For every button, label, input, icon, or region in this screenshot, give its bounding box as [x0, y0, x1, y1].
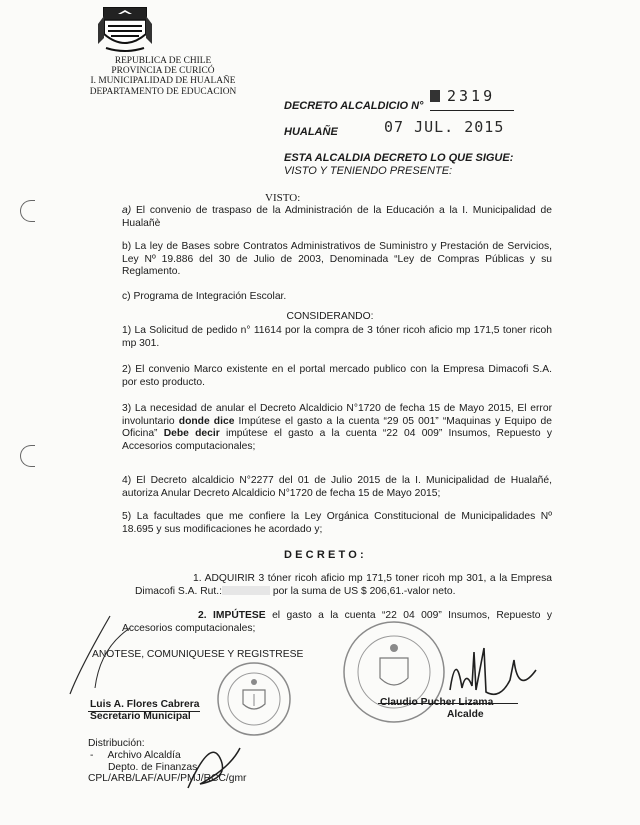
punch-hole: [20, 200, 35, 222]
redacted-rut: [222, 586, 270, 595]
distribution-heading: Distribución:: [88, 738, 145, 749]
item-text: 1. ADQUIRIR 3 tóner ricoh aficio mp 171,5 toner ricoh mp 301, a la Empresa Dimacofi S.A. Rut.:: [135, 573, 552, 597]
municipal-seal-left: [215, 660, 293, 738]
intro-line-1: ESTA ALCALDIA DECRETO LO QUE SIGUE:: [284, 152, 514, 164]
decree-date: 07 JUL. 2015: [384, 118, 505, 136]
decree-title-label: DECRETO ALCALDICIO N°: [284, 100, 424, 112]
mayor-title: Alcalde: [447, 709, 484, 720]
item-emphasis: donde dice: [178, 415, 235, 427]
considerando-heading: CONSIDERANDO:: [286, 311, 374, 322]
considerando-item-5: 5) La facultades que me confiere la Ley Orgánica Constitucional de Municipalidades Nº 18.695 y sus modificaciones he acordado y;: [122, 511, 552, 535]
item-text: El convenio de traspaso de la Administración de la Educación a la I. Municipalidad de Hualañè: [122, 205, 552, 229]
coat-of-arms-icon: [96, 4, 154, 54]
considerando-item-4: 4) El Decreto alcaldicio N°2277 del 01 de Julio 2015 de la I. Municipalidad de Hualañé, autoriza Anular Decreto Alcaldicio N°1720 de fecha 15 de Mayo 2015;: [122, 475, 552, 499]
mayor-name: Claudio Pucher Lizama: [380, 697, 494, 708]
item-emphasis: IMPÚTESE: [213, 610, 266, 621]
decreto-heading: DECRETO:: [284, 549, 367, 561]
place-label: HUALAÑE: [284, 126, 338, 138]
visto-item-c: [122, 291, 552, 304]
stamp-mark-icon: [430, 90, 440, 102]
institution-header: [88, 56, 238, 97]
decreto-item-1: [135, 573, 552, 598]
secretary-name: Luis A. Flores Cabrera: [90, 699, 200, 710]
item-text: La ley de Bases sobre Contratos Administrativos de Suministro y Prestación de Servicios, Ley Nº 19.886 del 30 de Julio de 2003, Denominada “Ley de Compras Públicas y su Reglamento.: [122, 241, 552, 278]
distribution-item-text: Archivo Alcaldía: [107, 750, 181, 761]
institution-line: DEPARTAMENTO DE EDUCACION: [89, 86, 237, 97]
institution-line: I. MUNICIPALIDAD DE HUALAÑE: [90, 76, 236, 87]
considerando-item-3: [122, 403, 552, 453]
decree-title: [284, 100, 423, 113]
visto-item-b: [122, 241, 552, 279]
decree-number: 2319: [447, 87, 496, 105]
visto-heading: VISTO:: [265, 192, 301, 204]
item-text: impútese el gasto a la cuenta “22 04 009” Insumos, Repuesto y Accesorios computacionales;: [122, 428, 552, 452]
secretary-title: Secretario Municipal: [90, 711, 191, 722]
decreto-item-2: [122, 610, 552, 635]
municipal-seal-right: [340, 618, 448, 726]
considerando-item-1: 1) La Solicitud de pedido n° 11614 por la compra de 3 tóner ricoh aficio mp 171,5 toner ricoh mp 301.: [122, 325, 552, 349]
item-text: Programa de Integración Escolar.: [133, 291, 287, 302]
item-text: el gasto a la cuenta “22 04 009” Insumos, Repuesto y Accesorios computacionales;: [122, 610, 552, 634]
distribution-item: Depto. de Finanzas: [108, 762, 198, 773]
intro-line-2: VISTO Y TENIENDO PRESENTE:: [284, 165, 453, 177]
considerando-item-2: 2) El convenio Marco existente en el portal mercado publico con la Empresa Dimacofi S.A. por esto producto.: [122, 364, 552, 388]
institution-line: REPUBLICA DE CHILE: [114, 56, 212, 66]
punch-hole: [20, 445, 35, 467]
initials-scribble-icon: [40, 608, 140, 698]
visto-item-a: [122, 205, 552, 230]
item-text: 3) La necesidad de anular el Decreto Alcaldicio N°1720 de fecha 15 de Mayo 2015, El error involuntario: [122, 403, 552, 427]
closing-text: ANOTESE, COMUNIQUESE Y REGISTRESE: [92, 649, 304, 660]
decree-number-line: [430, 108, 514, 111]
item-number: 2.: [198, 610, 207, 621]
distribution-initials: CPL/ARB/LAF/AUF/PMJ/RCC/gmr: [88, 773, 247, 784]
item-marker: c): [122, 291, 131, 302]
item-emphasis: Debe decir: [163, 428, 220, 440]
item-marker: b): [122, 241, 132, 252]
item-text: Impútese el gasto a la cuenta “29 05 001” “Maquinas y Equipo de Oficina”: [122, 415, 552, 440]
item-marker: a): [122, 205, 132, 216]
institution-line: PROVINCIA DE CURICÓ: [111, 66, 215, 77]
distribution-item: - Archivo Alcaldía: [90, 750, 181, 761]
item-text: por la suma de US $ 206,61.-valor neto.: [269, 585, 456, 597]
